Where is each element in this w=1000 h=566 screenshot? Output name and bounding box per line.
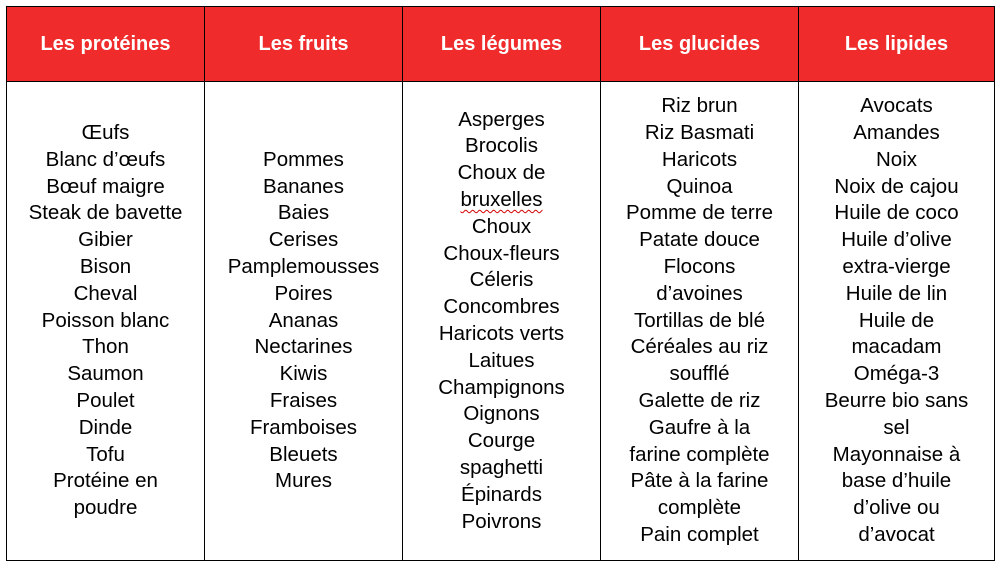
- header-proteines: Les protéines: [7, 7, 205, 82]
- list-item: Ananas: [268, 308, 339, 332]
- header-lipides: Les lipides: [799, 7, 994, 82]
- list-item: Flocons: [663, 255, 736, 278]
- list-item: Dinde: [78, 415, 133, 439]
- list-item: Concombres: [443, 295, 560, 319]
- list-item: Courge: [467, 429, 536, 453]
- list-item: Céréales au riz: [630, 335, 769, 359]
- list-item: Laitues: [468, 348, 535, 372]
- list-item: Noix de cajou: [834, 174, 959, 198]
- list-item: Mures: [275, 469, 332, 493]
- column-glucides: [601, 82, 799, 560]
- list-item: Poivrons: [461, 509, 542, 533]
- list-item: Poulet: [76, 388, 135, 412]
- list-item: Oignons: [463, 402, 540, 426]
- list-item: Pommes: [263, 147, 344, 171]
- list-item: Noix: [875, 147, 917, 171]
- list-item: d’avocat: [858, 522, 935, 546]
- list-item: bruxelles: [460, 188, 543, 212]
- list-item: Galette de riz: [638, 388, 761, 412]
- list-item: Beurre bio sans: [824, 388, 969, 412]
- list-item: Avocats: [860, 94, 933, 118]
- list-item: complète: [657, 496, 742, 520]
- list-item: Brocolis: [465, 134, 538, 158]
- column-fruits: [205, 82, 403, 560]
- list-item: Asperges: [458, 107, 545, 131]
- list-item: Riz brun: [661, 94, 738, 118]
- column-lipides: [799, 82, 994, 560]
- list-item: Baies: [277, 201, 330, 225]
- list-item: Blanc d’œufs: [45, 147, 166, 171]
- list-item: Steak de bavette: [28, 201, 183, 225]
- list-item: Poires: [274, 281, 333, 305]
- list-item: soufflé: [669, 362, 730, 386]
- list-item: sel: [883, 415, 910, 439]
- list-item: d’olive ou: [853, 496, 940, 520]
- list-item: Nectarines: [254, 335, 353, 359]
- list-item: Haricots verts: [438, 322, 565, 345]
- list-item: Bleuets: [269, 442, 338, 466]
- list-item: Huile de: [858, 308, 935, 332]
- list-item: extra-vierge: [842, 255, 951, 278]
- list-item: Épinards: [461, 482, 542, 506]
- header-legumes: Les légumes: [403, 7, 601, 82]
- list-item: Oméga-3: [853, 362, 940, 386]
- list-item: Saumon: [67, 362, 144, 386]
- list-item: Riz Basmati: [644, 121, 755, 145]
- list-item: Bananes: [263, 174, 344, 198]
- list-item: Pamplemousses: [227, 255, 380, 278]
- list-item: Patate douce: [639, 228, 760, 252]
- list-item: Pain complet: [640, 522, 759, 546]
- list-item: Haricots: [661, 147, 738, 171]
- list-item: Choux-fleurs: [443, 241, 560, 265]
- list-item: Fraises: [269, 388, 338, 412]
- list-item: Bison: [79, 255, 132, 278]
- list-item: Tortillas de blé: [633, 308, 766, 332]
- header-glucides: Les glucides: [601, 7, 799, 82]
- column-legumes: [403, 82, 601, 560]
- list-item: Choux de: [457, 161, 546, 185]
- list-item: Cheval: [73, 281, 138, 305]
- list-item: Thon: [82, 335, 129, 359]
- list-item: Poisson blanc: [41, 308, 170, 332]
- list-item: Cerises: [268, 228, 339, 252]
- list-item: Huile de coco: [834, 201, 959, 225]
- list-item: base d’huile: [841, 469, 952, 493]
- list-item: Tofu: [86, 442, 125, 466]
- list-item: macadam: [851, 335, 942, 359]
- list-item: Champignons: [438, 375, 565, 399]
- list-item: Mayonnaise à: [832, 442, 961, 466]
- list-item: Gibier: [78, 228, 133, 252]
- list-item: Œufs: [81, 121, 130, 145]
- list-item: Gaufre à la: [648, 415, 751, 439]
- list-item: farine complète: [629, 442, 770, 466]
- list-item: Bœuf maigre: [46, 174, 165, 198]
- header-fruits: Les fruits: [205, 7, 403, 82]
- list-item: spaghetti: [459, 455, 544, 479]
- list-item: Pomme de terre: [626, 201, 773, 225]
- list-item: Huile de lin: [845, 281, 948, 305]
- list-item: Protéine en: [53, 469, 158, 493]
- list-item: Céleris: [469, 268, 534, 292]
- list-item: Kiwis: [279, 362, 328, 386]
- list-item: Amandes: [853, 121, 940, 145]
- list-item: poudre: [73, 496, 138, 520]
- list-item: d’avoines: [656, 281, 743, 305]
- list-item: Huile d’olive: [841, 228, 952, 252]
- list-item: Framboises: [249, 415, 358, 439]
- list-item: Pâte à la farine: [630, 469, 769, 493]
- column-proteines: [7, 82, 205, 560]
- list-item: Choux: [471, 214, 532, 238]
- list-item: Quinoa: [666, 174, 733, 198]
- food-table: [6, 6, 995, 561]
